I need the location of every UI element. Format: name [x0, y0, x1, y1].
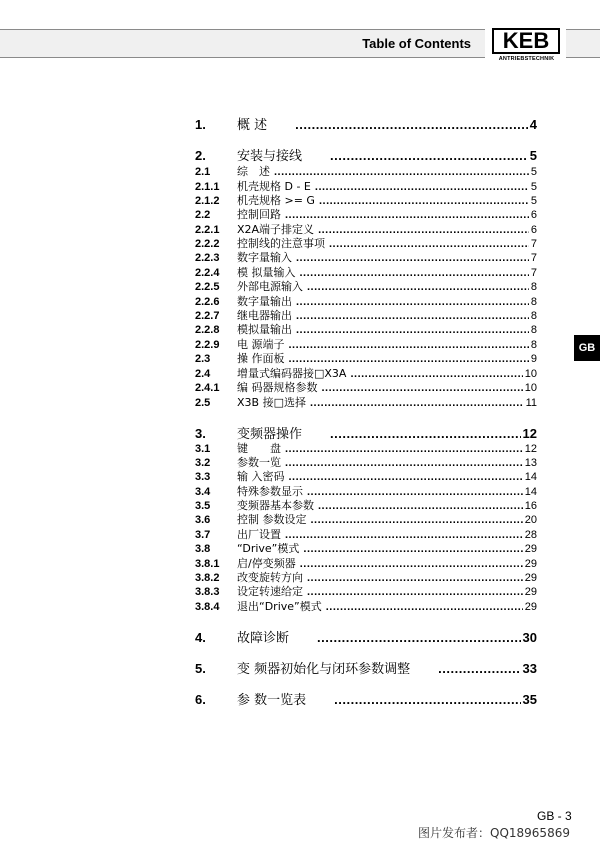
- toc-leader-dots: [300, 267, 529, 280]
- toc-entry[interactable]: [195, 223, 537, 237]
- toc-entry[interactable]: [195, 338, 537, 352]
- toc-entry[interactable]: [195, 194, 537, 208]
- toc-title: 变频器基本参数: [237, 499, 314, 512]
- toc-number: 2.2.6: [195, 296, 220, 308]
- toc-page: 6: [530, 224, 537, 236]
- toc-page: 29: [524, 601, 537, 613]
- toc-entry[interactable]: [195, 499, 537, 513]
- toc-title: 启/停变频器: [237, 557, 296, 570]
- toc-number: 3.4: [195, 486, 211, 498]
- toc-number: 3.8.3: [195, 586, 220, 598]
- toc-title: 机壳规格 >= G: [237, 194, 315, 207]
- toc-title: 概 述: [237, 118, 268, 133]
- toc-number: 5.: [195, 661, 206, 676]
- toc-number: 2.2: [195, 209, 211, 221]
- toc-page: 29: [524, 572, 537, 584]
- toc-title: 模拟量输出: [237, 323, 292, 336]
- toc-entry[interactable]: [195, 557, 537, 571]
- toc-number: 2.1.1: [195, 181, 220, 193]
- toc-page: 7: [530, 252, 537, 264]
- toc-number: 2.4.1: [195, 382, 220, 394]
- toc-entry[interactable]: [195, 323, 537, 337]
- toc-leader-dots: [285, 209, 529, 222]
- toc-leader-dots: [322, 382, 523, 395]
- toc-title: 输 入密码: [237, 470, 285, 483]
- toc-leader-dots: [296, 310, 529, 323]
- toc-leader-dots: [289, 353, 529, 366]
- toc-entry[interactable]: [195, 180, 537, 194]
- toc-number: 3.1: [195, 443, 211, 455]
- toc-title: 设定转速给定: [237, 585, 303, 598]
- toc-entry[interactable]: [195, 426, 537, 443]
- toc-page: 30: [522, 630, 537, 645]
- toc-leader-dots: [330, 148, 528, 164]
- toc-title: 模 拟量输入: [237, 266, 296, 279]
- toc-number: 2.1.2: [195, 195, 220, 207]
- toc-leader-dots: [285, 457, 523, 470]
- toc-title: 控制 参数设定: [237, 513, 307, 526]
- toc-page: 4: [529, 117, 537, 132]
- toc-number: 2.2.9: [195, 339, 220, 351]
- toc-title: 参 数一览表: [237, 693, 307, 708]
- logo-text: KEB: [492, 28, 560, 54]
- toc-number: 3.8: [195, 543, 211, 555]
- toc-page: 13: [524, 457, 537, 469]
- toc-page: 20: [524, 514, 537, 526]
- page-number: GB - 3: [537, 809, 572, 823]
- toc-entry[interactable]: [195, 630, 537, 647]
- toc-number: 2.2.8: [195, 324, 220, 336]
- toc-entry[interactable]: [195, 442, 537, 456]
- toc-leader-dots: [319, 195, 529, 208]
- header-band: [0, 29, 485, 58]
- toc-entry[interactable]: [195, 165, 537, 179]
- toc-entry[interactable]: [195, 117, 537, 134]
- toc-entry[interactable]: [195, 571, 537, 585]
- toc-number: 2.5: [195, 397, 211, 409]
- toc-leader-dots: [307, 586, 523, 599]
- toc-entry[interactable]: [195, 309, 537, 323]
- toc-title: 退出“Drive”模式: [237, 600, 322, 613]
- toc-page: 28: [524, 529, 537, 541]
- toc-leader-dots: [438, 661, 520, 677]
- toc-leader-dots: [285, 529, 523, 542]
- toc-leader-dots: [296, 324, 529, 337]
- toc-number: 2.: [195, 148, 206, 163]
- toc-page: 10: [524, 382, 537, 394]
- toc-leader-dots: [307, 572, 523, 585]
- toc-page: 29: [524, 543, 537, 555]
- keb-logo: [492, 28, 561, 68]
- toc-page: 5: [530, 195, 537, 207]
- toc-entry[interactable]: [195, 280, 537, 294]
- toc-leader-dots: [303, 543, 522, 556]
- toc-number: 3.8.4: [195, 601, 220, 613]
- toc-number: 3.7: [195, 529, 211, 541]
- toc-number: 2.4: [195, 368, 211, 380]
- toc-leader-dots: [289, 339, 529, 352]
- toc-title: 改变旋转方向: [237, 571, 303, 584]
- toc-number: 3.: [195, 426, 206, 441]
- toc-page: 6: [530, 209, 537, 221]
- toc-number: 2.2.5: [195, 281, 220, 293]
- toc-title: 继电器输出: [237, 309, 292, 322]
- toc-leader-dots: [289, 471, 523, 484]
- toc-leader-dots: [300, 558, 523, 571]
- toc-title: 变 频器初始化与闭环参数调整: [237, 662, 411, 677]
- toc-title: 变频器操作: [237, 427, 303, 442]
- toc-entry[interactable]: [195, 470, 537, 484]
- toc-title: X2A端子排定义: [237, 223, 315, 236]
- toc-number: 3.2: [195, 457, 211, 469]
- toc-number: 1.: [195, 117, 206, 132]
- toc-leader-dots: [318, 500, 523, 513]
- toc-title: 操 作面板: [237, 352, 285, 365]
- toc-page: 5: [529, 148, 537, 163]
- page-title: Table of Contents: [362, 36, 471, 51]
- toc-page: 12: [524, 443, 537, 455]
- toc-title: 数字量输入: [237, 251, 292, 264]
- toc-entry[interactable]: [195, 381, 537, 395]
- toc-title: 综 述: [237, 165, 270, 178]
- toc-entry[interactable]: [195, 237, 537, 251]
- toc-page: 5: [530, 166, 537, 178]
- toc-page: 29: [524, 558, 537, 570]
- toc-entry[interactable]: [195, 295, 537, 309]
- toc-leader-dots: [307, 281, 529, 294]
- toc-title: 数字量输出: [237, 295, 292, 308]
- toc-number: 2.2.3: [195, 252, 220, 264]
- toc-title: 故障诊断: [237, 631, 290, 646]
- toc-entry[interactable]: [195, 456, 537, 470]
- toc-leader-dots: [329, 238, 529, 251]
- toc-entry[interactable]: [195, 352, 537, 366]
- toc-title: 控制线的注意事项: [237, 237, 325, 250]
- toc-entry[interactable]: [195, 148, 537, 165]
- toc-number: 2.2.4: [195, 267, 220, 279]
- toc-page: 7: [530, 267, 537, 279]
- toc-title: 出厂设置: [237, 528, 281, 541]
- watermark-text: 图片发布者：QQ18965869: [418, 826, 570, 840]
- toc-number: 2.2.2: [195, 238, 220, 250]
- toc-leader-dots: [317, 630, 521, 646]
- toc-page: 7: [530, 238, 537, 250]
- toc-entry[interactable]: [195, 396, 537, 410]
- toc-entry[interactable]: [195, 585, 537, 599]
- toc-page: 29: [524, 586, 537, 598]
- toc-leader-dots: [285, 443, 523, 456]
- toc-page: 12: [522, 426, 537, 441]
- toc-entry[interactable]: [195, 528, 537, 542]
- toc-leader-dots: [315, 181, 529, 194]
- toc-page: 8: [530, 281, 537, 293]
- toc-number: 2.2.1: [195, 224, 220, 236]
- toc-number: 3.6: [195, 514, 211, 526]
- toc-number: 2.1: [195, 166, 211, 178]
- toc-entry[interactable]: [195, 542, 537, 556]
- toc-leader-dots: [307, 486, 523, 499]
- header-band-right: [566, 29, 600, 58]
- toc-number: 3.8.2: [195, 572, 220, 584]
- toc-page: 33: [522, 661, 537, 676]
- toc-number: 3.3: [195, 471, 211, 483]
- toc-title: “Drive”模式: [237, 542, 300, 555]
- toc-leader-dots: [296, 252, 529, 265]
- toc-leader-dots: [296, 296, 529, 309]
- toc-entry[interactable]: [195, 367, 537, 381]
- toc-leader-dots: [334, 692, 520, 708]
- toc-leader-dots: [326, 601, 523, 614]
- toc-page: 11: [525, 397, 537, 409]
- toc-entry[interactable]: [195, 600, 537, 614]
- toc-title: 编 码器规格参数: [237, 381, 318, 394]
- toc-title: 键 盘: [237, 442, 281, 455]
- toc-leader-dots: [295, 117, 528, 133]
- toc-number: 2.2.7: [195, 310, 220, 322]
- toc-leader-dots: [274, 166, 529, 179]
- toc-leader-dots: [350, 368, 522, 381]
- logo-subtext: ANTRIEBSTECHNIK: [498, 56, 555, 62]
- toc-page: 8: [530, 310, 537, 322]
- toc-page: 35: [522, 692, 537, 707]
- toc-page: 8: [530, 296, 537, 308]
- toc-page: 8: [530, 339, 537, 351]
- toc-entry[interactable]: [195, 485, 537, 499]
- toc-title: 特殊参数显示: [237, 485, 303, 498]
- toc-number: 6.: [195, 692, 206, 707]
- toc-page: 8: [530, 324, 537, 336]
- language-tab: GB: [574, 335, 600, 361]
- toc-page: 9: [530, 353, 537, 365]
- toc-title: 机壳规格 D - E: [237, 180, 311, 193]
- toc-leader-dots: [318, 224, 529, 237]
- toc-number: 4.: [195, 630, 206, 645]
- toc-entry[interactable]: [195, 661, 537, 678]
- toc-leader-dots: [330, 426, 521, 442]
- toc-entry[interactable]: [195, 251, 537, 265]
- toc-page: 14: [524, 471, 537, 483]
- toc-title: 增量式编码器接□X3A: [237, 367, 347, 380]
- toc-title: 外部电源输入: [237, 280, 303, 293]
- toc-page: 10: [524, 368, 537, 380]
- toc-number: 3.8.1: [195, 558, 220, 570]
- toc-title: 电 源端子: [237, 338, 285, 351]
- toc-entry[interactable]: [195, 513, 537, 527]
- toc-title: 控制回路: [237, 208, 281, 221]
- toc-entry[interactable]: [195, 208, 537, 222]
- toc-page: 5: [530, 181, 537, 193]
- toc-title: X3B 接□选择: [237, 396, 306, 409]
- toc-title: 参数一览: [237, 456, 281, 469]
- toc-entry[interactable]: [195, 692, 537, 709]
- toc-leader-dots: [311, 514, 523, 527]
- toc-entry[interactable]: [195, 266, 537, 280]
- toc-title: 安装与接线: [237, 149, 303, 164]
- toc-page: 14: [524, 486, 537, 498]
- toc-leader-dots: [310, 397, 524, 410]
- toc-number: 2.3: [195, 353, 211, 365]
- toc-page: 16: [524, 500, 537, 512]
- toc-number: 3.5: [195, 500, 211, 512]
